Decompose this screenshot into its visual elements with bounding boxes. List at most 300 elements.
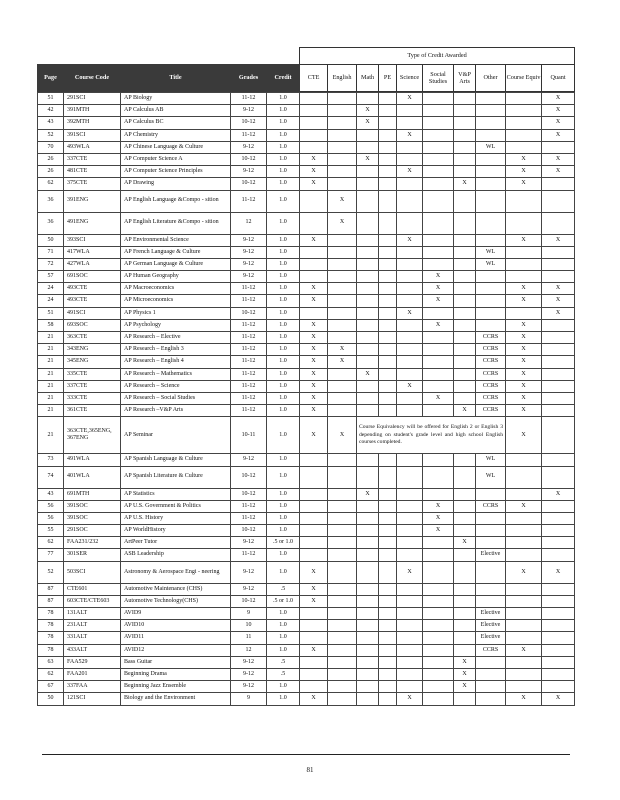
math-cell (357, 644, 379, 656)
vp-arts-cell (454, 295, 476, 307)
page-cell: 78 (38, 632, 64, 644)
social-studies-cell: X (423, 525, 454, 537)
english-cell (328, 153, 357, 165)
table-header (37, 47, 575, 92)
other-cell: CCRS (476, 500, 506, 512)
credit-cell: 1.0 (267, 93, 300, 105)
science-cell: X (397, 307, 423, 319)
course-code-cell: 393SCI (64, 234, 121, 246)
course-code-cell: 433ALT (64, 644, 121, 656)
course-code-cell: 603CTE/CTE603 (64, 595, 121, 607)
table-row (38, 632, 575, 644)
credit-cell: 1.0 (267, 212, 300, 234)
title-cell: AP Research –V&P Arts (121, 405, 231, 417)
table-row (38, 583, 575, 595)
page-cell: 50 (38, 693, 64, 705)
credit-cell: 1.0 (267, 525, 300, 537)
column-header: Credit (267, 65, 300, 92)
vp-arts-cell (454, 512, 476, 524)
course-code-cell: 231ALT (64, 620, 121, 632)
course-equiv-cell (506, 632, 542, 644)
cte-cell (300, 117, 328, 129)
other-cell (476, 319, 506, 331)
grades-cell: 11-12 (231, 93, 267, 105)
vp-arts-cell: X (454, 656, 476, 668)
page-cell: 21 (38, 392, 64, 404)
table-row (38, 283, 575, 295)
math-cell: X (357, 153, 379, 165)
table-row (38, 595, 575, 607)
quant-cell (542, 380, 575, 392)
grades-cell: 11 (231, 632, 267, 644)
course-equiv-cell: X (506, 380, 542, 392)
credit-cell: .5 (267, 668, 300, 680)
pe-cell (379, 190, 397, 212)
course-equiv-cell (506, 537, 542, 549)
course-code-cell: 491ENG (64, 212, 121, 234)
other-cell: WL (476, 141, 506, 153)
course-code-cell: 491SCI (64, 307, 121, 319)
social-studies-cell (423, 608, 454, 620)
english-cell (328, 271, 357, 283)
grades-cell: 9 (231, 693, 267, 705)
column-header: Grades (231, 65, 267, 92)
page-cell: 58 (38, 319, 64, 331)
english-cell (328, 93, 357, 105)
table-row (38, 271, 575, 283)
credit-cell: 1.0 (267, 644, 300, 656)
science-cell (397, 368, 423, 380)
course-code-cell: 401WLA (64, 466, 121, 488)
course-equiv-cell: X (506, 166, 542, 178)
course-code-cell: 481CTE (64, 166, 121, 178)
social-studies-cell (423, 307, 454, 319)
cte-cell: X (300, 166, 328, 178)
page-cell: 21 (38, 417, 64, 454)
quant-cell (542, 537, 575, 549)
grades-cell: 9-12 (231, 105, 267, 117)
grades-cell: 9-12 (231, 583, 267, 595)
math-cell (357, 234, 379, 246)
grades-cell: 12 (231, 212, 267, 234)
title-cell: AP Research – Elective (121, 332, 231, 344)
table-row (38, 344, 575, 356)
english-cell (328, 105, 357, 117)
title-cell: AP U.S. History (121, 512, 231, 524)
cte-cell: X (300, 178, 328, 190)
social-studies-cell (423, 153, 454, 165)
course-equiv-cell: X (506, 356, 542, 368)
pe-cell (379, 500, 397, 512)
credit-cell: 1.0 (267, 295, 300, 307)
credit-cell: 1.0 (267, 246, 300, 258)
other-cell (476, 283, 506, 295)
course-equiv-cell: X (506, 344, 542, 356)
credit-cell: 1.0 (267, 693, 300, 705)
science-cell (397, 644, 423, 656)
quant-cell: X (542, 561, 575, 583)
vp-arts-cell (454, 117, 476, 129)
other-cell (476, 693, 506, 705)
course-code-cell: 291SCI (64, 93, 121, 105)
course-code-cell: 335CTE (64, 368, 121, 380)
cte-cell (300, 500, 328, 512)
table-row (38, 129, 575, 141)
course-equiv-cell (506, 129, 542, 141)
cte-cell: X (300, 561, 328, 583)
grades-cell: 9-12 (231, 454, 267, 466)
other-cell (476, 656, 506, 668)
course-equiv-cell (506, 656, 542, 668)
title-cell: AP Chinese Language & Culture (121, 141, 231, 153)
page-cell: 56 (38, 512, 64, 524)
social-studies-cell: X (423, 271, 454, 283)
course-equiv-cell: X (506, 405, 542, 417)
social-studies-cell (423, 368, 454, 380)
grades-cell: 11-12 (231, 368, 267, 380)
math-cell (357, 271, 379, 283)
social-studies-cell (423, 356, 454, 368)
page-cell: 26 (38, 153, 64, 165)
science-cell (397, 295, 423, 307)
cte-cell: X (300, 595, 328, 607)
title-cell: AP Seminar (121, 417, 231, 454)
credit-cell: 1.0 (267, 466, 300, 488)
social-studies-cell (423, 405, 454, 417)
pe-cell (379, 405, 397, 417)
table-row (38, 561, 575, 583)
pe-cell (379, 454, 397, 466)
course-code-cell: 691SOC (64, 271, 121, 283)
grades-cell: 10-12 (231, 488, 267, 500)
credit-cell: 1.0 (267, 332, 300, 344)
pe-cell (379, 668, 397, 680)
grades-cell: 9-12 (231, 258, 267, 270)
pe-cell (379, 380, 397, 392)
course-document (37, 47, 570, 706)
english-cell (328, 644, 357, 656)
quant-cell (542, 525, 575, 537)
title-cell: Beginning Jazz Ensemble (121, 681, 231, 693)
vp-arts-cell (454, 368, 476, 380)
social-studies-cell (423, 454, 454, 466)
english-cell (328, 405, 357, 417)
course-code-cell: 337FAA (64, 681, 121, 693)
quant-cell (542, 454, 575, 466)
social-studies-cell (423, 549, 454, 561)
page-cell: 52 (38, 129, 64, 141)
vp-arts-cell (454, 271, 476, 283)
vp-arts-cell (454, 595, 476, 607)
course-equiv-cell: X (506, 561, 542, 583)
grades-cell: 11-12 (231, 512, 267, 524)
course-code-cell: 121SCI (64, 693, 121, 705)
math-cell (357, 512, 379, 524)
course-equiv-cell (506, 190, 542, 212)
pe-cell (379, 153, 397, 165)
course-equiv-cell: X (506, 332, 542, 344)
table-row (38, 549, 575, 561)
course-code-cell: 493CTE (64, 295, 121, 307)
course-code-cell: CTE601 (64, 583, 121, 595)
other-cell (476, 117, 506, 129)
quant-cell (542, 141, 575, 153)
page-cell: 21 (38, 356, 64, 368)
table-row (38, 234, 575, 246)
math-cell: X (357, 105, 379, 117)
course-equiv-cell: X (506, 644, 542, 656)
title-cell: ArtPeer Tutor (121, 537, 231, 549)
social-studies-cell (423, 466, 454, 488)
vp-arts-cell (454, 561, 476, 583)
pe-cell (379, 178, 397, 190)
pe-cell (379, 271, 397, 283)
cte-cell (300, 190, 328, 212)
table-row (38, 681, 575, 693)
other-cell (476, 190, 506, 212)
pe-cell (379, 368, 397, 380)
course-code-cell: 343ENG (64, 344, 121, 356)
pe-cell (379, 283, 397, 295)
page-cell: 51 (38, 93, 64, 105)
math-cell (357, 668, 379, 680)
vp-arts-cell: X (454, 537, 476, 549)
vp-arts-cell (454, 392, 476, 404)
quant-cell (542, 644, 575, 656)
math-cell (357, 319, 379, 331)
social-studies-cell (423, 258, 454, 270)
science-cell (397, 141, 423, 153)
vp-arts-cell (454, 105, 476, 117)
course-code-cell: 491WLA (64, 454, 121, 466)
course-equiv-cell (506, 246, 542, 258)
course-code-cell: 427WLA (64, 258, 121, 270)
vp-arts-cell (454, 380, 476, 392)
course-code-cell: 333CTE (64, 392, 121, 404)
other-cell (476, 307, 506, 319)
science-cell: X (397, 234, 423, 246)
course-equiv-cell: X (506, 178, 542, 190)
english-cell: X (328, 417, 357, 454)
table-row (38, 332, 575, 344)
science-cell: X (397, 561, 423, 583)
page-cell: 43 (38, 117, 64, 129)
science-cell (397, 105, 423, 117)
title-cell: AP Macroeconomics (121, 283, 231, 295)
quant-cell (542, 271, 575, 283)
course-equiv-cell (506, 549, 542, 561)
grades-cell: 10-11 (231, 417, 267, 454)
pe-cell (379, 681, 397, 693)
english-cell (328, 512, 357, 524)
credit-cell: 1.0 (267, 632, 300, 644)
other-cell: CCRS (476, 344, 506, 356)
english-cell (328, 307, 357, 319)
course-code-cell: 337CTE (64, 153, 121, 165)
cte-cell (300, 466, 328, 488)
page-cell: 67 (38, 681, 64, 693)
title-cell: Astronomy & Aerospace Engi - neering (121, 561, 231, 583)
cte-cell (300, 212, 328, 234)
pe-cell (379, 656, 397, 668)
credit-cell: 1.0 (267, 392, 300, 404)
course-equiv-cell: X (506, 368, 542, 380)
pe-cell (379, 117, 397, 129)
math-cell (357, 693, 379, 705)
science-cell (397, 608, 423, 620)
column-header: Quant (542, 65, 575, 92)
pe-cell (379, 105, 397, 117)
quant-cell (542, 405, 575, 417)
title-cell: AP Microeconomics (121, 295, 231, 307)
title-cell: AP English Language &Compo - sition (121, 190, 231, 212)
other-cell (476, 512, 506, 524)
page-cell: 78 (38, 608, 64, 620)
table-row (38, 693, 575, 705)
math-cell (357, 283, 379, 295)
title-cell: AVID9 (121, 608, 231, 620)
english-cell (328, 246, 357, 258)
credit-cell: 1.0 (267, 271, 300, 283)
science-cell (397, 271, 423, 283)
quant-cell: X (542, 129, 575, 141)
table-row (38, 392, 575, 404)
math-cell (357, 332, 379, 344)
grades-cell: 9-12 (231, 166, 267, 178)
column-header: Title (121, 65, 231, 92)
science-cell (397, 620, 423, 632)
math-cell (357, 178, 379, 190)
credit-cell: 1.0 (267, 608, 300, 620)
quant-cell (542, 500, 575, 512)
credit-cell: 1.0 (267, 258, 300, 270)
pe-cell (379, 488, 397, 500)
pe-cell (379, 166, 397, 178)
course-equiv-cell: X (506, 319, 542, 331)
english-cell (328, 332, 357, 344)
math-cell (357, 212, 379, 234)
course-code-cell: 417WLA (64, 246, 121, 258)
cte-cell: X (300, 283, 328, 295)
title-cell: AP Environmental Science (121, 234, 231, 246)
science-cell (397, 356, 423, 368)
title-cell: AP Computer Science Principles (121, 166, 231, 178)
english-cell: X (328, 356, 357, 368)
course-code-cell: 363CTE,365ENG, 367ENG (64, 417, 121, 454)
other-cell: Elective (476, 608, 506, 620)
page-cell: 73 (38, 454, 64, 466)
page-cell: 21 (38, 380, 64, 392)
title-cell: AP Physics 1 (121, 307, 231, 319)
other-cell (476, 129, 506, 141)
table-row (38, 537, 575, 549)
quant-cell: X (542, 234, 575, 246)
science-cell (397, 344, 423, 356)
vp-arts-cell (454, 454, 476, 466)
page-cell: 21 (38, 405, 64, 417)
grades-cell: 10-12 (231, 466, 267, 488)
quant-cell (542, 258, 575, 270)
grades-cell: 11-12 (231, 190, 267, 212)
course-code-cell: 391ENG (64, 190, 121, 212)
page-cell: 62 (38, 537, 64, 549)
quant-cell (542, 190, 575, 212)
grades-cell: 12 (231, 644, 267, 656)
english-cell (328, 656, 357, 668)
pe-cell (379, 525, 397, 537)
credit-cell: 1.0 (267, 549, 300, 561)
title-cell: AVID10 (121, 620, 231, 632)
science-cell (397, 178, 423, 190)
credit-cell: 1.0 (267, 512, 300, 524)
english-cell (328, 368, 357, 380)
vp-arts-cell (454, 500, 476, 512)
course-code-cell: 691MTH (64, 488, 121, 500)
grades-cell: 9-12 (231, 271, 267, 283)
grades-cell: 9-12 (231, 234, 267, 246)
quant-cell (542, 512, 575, 524)
english-cell (328, 561, 357, 583)
other-cell: Elective (476, 620, 506, 632)
english-cell (328, 620, 357, 632)
quant-cell: X (542, 693, 575, 705)
vp-arts-cell (454, 141, 476, 153)
cte-cell: X (300, 332, 328, 344)
pe-cell (379, 234, 397, 246)
course-code-cell: FAA201 (64, 668, 121, 680)
title-cell: AP German Language & Culture (121, 258, 231, 270)
science-cell: X (397, 693, 423, 705)
title-cell: Automotive Technology(CHS) (121, 595, 231, 607)
column-header: Math (357, 65, 379, 92)
course-equiv-cell: X (506, 392, 542, 404)
math-cell (357, 454, 379, 466)
english-cell (328, 500, 357, 512)
grades-cell: 10-12 (231, 153, 267, 165)
science-cell (397, 190, 423, 212)
cte-cell (300, 93, 328, 105)
title-cell: Biology and the Environment (121, 693, 231, 705)
pe-cell (379, 392, 397, 404)
cte-cell: X (300, 344, 328, 356)
page-cell: 55 (38, 525, 64, 537)
page-cell: 71 (38, 246, 64, 258)
course-code-cell: 337CTE (64, 380, 121, 392)
cte-cell: X (300, 234, 328, 246)
other-cell (476, 105, 506, 117)
pe-cell (379, 608, 397, 620)
credit-cell: 1.0 (267, 417, 300, 454)
pe-cell (379, 307, 397, 319)
quant-cell (542, 681, 575, 693)
course-code-cell: 131ALT (64, 608, 121, 620)
math-cell (357, 295, 379, 307)
page-cell: 72 (38, 258, 64, 270)
cte-cell (300, 271, 328, 283)
quant-cell (542, 549, 575, 561)
quant-cell: X (542, 488, 575, 500)
grades-cell: 11-12 (231, 319, 267, 331)
course-equiv-cell: X (506, 283, 542, 295)
science-cell: X (397, 129, 423, 141)
quant-cell (542, 332, 575, 344)
other-cell (476, 537, 506, 549)
other-cell: WL (476, 466, 506, 488)
science-cell (397, 332, 423, 344)
english-cell (328, 466, 357, 488)
pe-cell (379, 319, 397, 331)
page-cell: 78 (38, 620, 64, 632)
